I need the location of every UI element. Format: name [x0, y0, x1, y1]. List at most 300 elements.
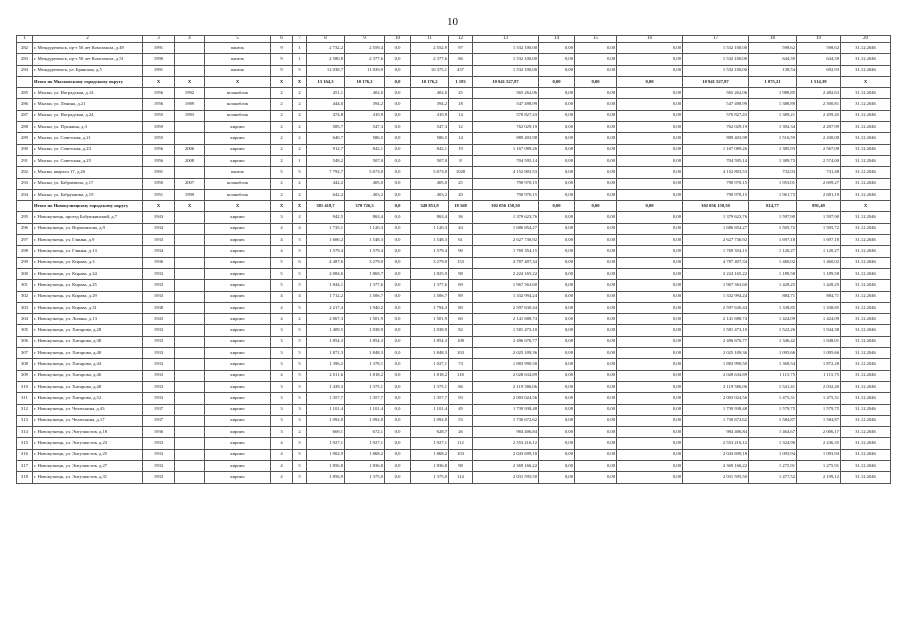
table-cell: 36: [449, 212, 473, 223]
table-cell: 10 375,1: [411, 65, 449, 76]
table-cell: 0,00: [575, 359, 617, 370]
table-cell: 303: [17, 302, 33, 313]
table-cell: 0,00: [539, 370, 575, 381]
table-cell: 402,0: [345, 88, 385, 99]
page-number: 10: [447, 16, 458, 28]
table-cell: 0,00: [575, 257, 617, 268]
table-cell: 0,0: [385, 155, 411, 166]
table-cell: 442,2: [307, 178, 345, 189]
table-cell: 2: [293, 314, 307, 325]
table-cell: 0,00: [575, 381, 617, 392]
table-cell: 0,0: [385, 370, 411, 381]
table-cell: 31.12.2046: [841, 348, 891, 359]
table-cell: 1 357,7: [307, 393, 345, 404]
table-cell: 0,0: [385, 88, 411, 99]
table-cell: 31.12.2046: [841, 325, 891, 336]
table-cell: 3: [271, 348, 293, 359]
table-cell: 4: [271, 314, 293, 325]
table-cell: 1933: [143, 393, 175, 404]
table-cell: 3 279,0: [411, 257, 449, 268]
table-cell: 0,00: [575, 393, 617, 404]
table-cell: 89: [449, 291, 473, 302]
table-cell: 1 275,91: [749, 460, 797, 471]
table-cell: 1 581 473,10: [473, 325, 539, 336]
table-cell: 547 498,99: [473, 99, 539, 110]
table-cell: 1 869,7: [345, 268, 385, 279]
table-cell: 814,77: [749, 201, 797, 212]
table-cell: 311: [17, 393, 33, 404]
table-cell: 0,00: [575, 223, 617, 234]
table-cell: 3 279,0: [345, 257, 385, 268]
table-cell: 4 787 407,34: [683, 257, 749, 268]
table-cell: 1 856,9: [307, 472, 345, 483]
table-cell: [175, 427, 205, 438]
table-cell: 0,00: [617, 133, 683, 144]
table-row: [17, 133, 891, 144]
table-cell: 1 409,5: [307, 325, 345, 336]
table-cell: 1 428,25: [797, 280, 841, 291]
table-cell: 5: [293, 280, 307, 291]
table-cell: 5 673,0: [411, 167, 449, 178]
table-cell: 1 477,52: [749, 472, 797, 483]
table-cell: 5: [293, 348, 307, 359]
table-cell: 1 357,7: [345, 393, 385, 404]
table-cell: 1 697,18: [797, 235, 841, 246]
table-cell: 2 567,08: [797, 144, 841, 155]
table-cell: 1 769 354,15: [473, 246, 539, 257]
table-cell: 14: [449, 110, 473, 121]
table-row: [17, 178, 891, 189]
table-cell: г. Мыски, ул. Советская, д.23: [33, 144, 143, 155]
table-row: [17, 291, 891, 302]
table-cell: кирпич: [205, 393, 271, 404]
table-cell: [175, 235, 205, 246]
table-cell: 0,00: [617, 122, 683, 133]
table-cell: 31.12.2046: [841, 427, 891, 438]
table-cell: 1 532 100,00: [473, 54, 539, 65]
table-cell: 0,00: [575, 325, 617, 336]
table-cell: г. Новокузнецк, ул. Кирова, д.31: [33, 302, 143, 313]
table-cell: 31.12.2046: [841, 246, 891, 257]
table-cell: 0,0: [385, 314, 411, 325]
table-cell: X: [205, 201, 271, 212]
table-cell: X: [271, 201, 293, 212]
table-cell: 0,0: [385, 449, 411, 460]
table-cell: 410,9: [411, 110, 449, 121]
table-cell: 0,00: [617, 427, 683, 438]
table-cell: 1 460,02: [749, 257, 797, 268]
table-cell: 2 627 736,92: [473, 235, 539, 246]
table-cell: 5: [293, 268, 307, 279]
table-cell: 69: [449, 280, 473, 291]
table-cell: 0,0: [385, 235, 411, 246]
table-cell: 0,00: [575, 99, 617, 110]
table-cell: 0,00: [575, 280, 617, 291]
table-cell: кирпич: [205, 155, 271, 166]
table-cell: 2 552,9: [411, 43, 449, 54]
table-row: [17, 189, 891, 200]
table-cell: г. Новокузнецк, ул. Хитарова, д.28: [33, 325, 143, 336]
table-cell: 402,0: [411, 88, 449, 99]
table-cell: 1936: [143, 427, 175, 438]
table-row: [17, 404, 891, 415]
table-cell: 507,0: [345, 155, 385, 166]
table-cell: 2 597 630,44: [473, 302, 539, 313]
table-cell: 405,0: [411, 178, 449, 189]
table-cell: 0,00: [617, 393, 683, 404]
table-cell: 762 029,19: [683, 122, 749, 133]
table-cell: 1 332 994,24: [683, 291, 749, 302]
table-cell: 2 011,6: [307, 370, 345, 381]
table-cell: 31.12.2046: [841, 155, 891, 166]
table-cell: 138,54: [749, 65, 797, 76]
total-row: [17, 76, 891, 87]
table-cell: 0,00: [539, 460, 575, 471]
table-cell: 19: [449, 144, 473, 155]
table-cell: 0,00: [575, 472, 617, 483]
table-cell: 2 681,19: [797, 189, 841, 200]
table-row: [17, 325, 891, 336]
table-cell: 2: [271, 133, 293, 144]
table-cell: 0,00: [575, 167, 617, 178]
table-cell: 2 377,6: [345, 54, 385, 65]
table-cell: 732,03: [749, 167, 797, 178]
table-cell: 0,00: [539, 235, 575, 246]
table-cell: 2 067,3: [307, 314, 345, 325]
table-cell: 5: [293, 336, 307, 347]
table-cell: 2 553 216,12: [683, 438, 749, 449]
table-cell: 1 377,6: [411, 280, 449, 291]
table-cell: 318: [17, 472, 33, 483]
column-header: 11: [411, 36, 449, 43]
table-cell: кирпич: [205, 212, 271, 223]
table-cell: 1 093,94: [749, 449, 797, 460]
table-cell: 8: [449, 155, 473, 166]
table-cell: панель: [205, 54, 271, 65]
table-cell: 1 095,66: [749, 348, 797, 359]
table-cell: 644,39: [797, 54, 841, 65]
table-cell: кирпич: [205, 472, 271, 483]
table-cell: 0,00: [539, 280, 575, 291]
table-row: [17, 65, 891, 76]
table-cell: 863,4: [345, 212, 385, 223]
table-cell: 3: [271, 381, 293, 392]
table-cell: 0,00: [617, 235, 683, 246]
table-cell: 86: [449, 54, 473, 65]
table-cell: 1 818,2: [411, 370, 449, 381]
table-cell: 1933: [143, 449, 175, 460]
table-cell: панель: [205, 65, 271, 76]
table-cell: 1950: [143, 178, 175, 189]
table-cell: 114: [449, 472, 473, 483]
header-row: [17, 36, 891, 43]
table-cell: 644,39: [749, 54, 797, 65]
table-cell: 2 207,99: [797, 122, 841, 133]
table-cell: 1 338,85: [797, 302, 841, 313]
table-cell: 1937: [143, 404, 175, 415]
table-row: [17, 155, 891, 166]
table-cell: 31.12.2046: [841, 370, 891, 381]
table-cell: 1991: [143, 43, 175, 54]
table-cell: X: [293, 76, 307, 87]
table-cell: 2 141 688,74: [473, 314, 539, 325]
table-cell: 0,00: [539, 54, 575, 65]
table-cell: 0,00: [539, 133, 575, 144]
table-cell: X: [143, 201, 175, 212]
table-cell: 307: [17, 348, 33, 359]
table-cell: 2 597 630,44: [683, 302, 749, 313]
table-cell: 2: [293, 427, 307, 438]
table-cell: кирпич: [205, 370, 271, 381]
table-cell: 741,48: [797, 167, 841, 178]
table-cell: кирпич: [205, 381, 271, 392]
table-cell: 891,49: [797, 201, 841, 212]
table-cell: г. Мыски, ул. Советская, д.21: [33, 133, 143, 144]
table-cell: 1 579,4: [345, 246, 385, 257]
table-cell: 0,0: [385, 336, 411, 347]
table-cell: 0,00: [575, 246, 617, 257]
table-cell: 2 224 165,22: [473, 268, 539, 279]
table-cell: 2 236,35: [797, 438, 841, 449]
table-cell: 0,00: [575, 54, 617, 65]
table-cell: 1 532 100,00: [473, 65, 539, 76]
table-cell: 1 856,8: [307, 460, 345, 471]
table-cell: 2: [293, 122, 307, 133]
table-row: [17, 302, 891, 313]
table-cell: 0,00: [575, 178, 617, 189]
table-cell: г. Новокузнецк, ул. Кирова, д.29: [33, 291, 143, 302]
table-cell: 1992: [175, 88, 205, 99]
table-row: [17, 438, 891, 449]
table-cell: 2 084,6: [307, 268, 345, 279]
table-cell: 5: [293, 438, 307, 449]
table-cell: [175, 65, 205, 76]
table-cell: 2: [293, 178, 307, 189]
table-cell: 1 183: [449, 76, 473, 87]
table-cell: 0,00: [617, 415, 683, 426]
table-cell: 0,00: [539, 246, 575, 257]
table-cell: 1990: [143, 54, 175, 65]
table-cell: 0,00: [539, 257, 575, 268]
table-cell: 1 506,7: [411, 291, 449, 302]
table-cell: кирпич: [205, 314, 271, 325]
table-cell: 598,62: [749, 43, 797, 54]
table-cell: 762 029,19: [473, 122, 539, 133]
table-cell: 1 275,91: [797, 460, 841, 471]
table-cell: кирпич: [205, 133, 271, 144]
table-cell: г. Мыски, ул. Пушкина, д.3: [33, 122, 143, 133]
table-cell: 704 595,14: [473, 155, 539, 166]
column-header: 10: [385, 36, 411, 43]
column-header: 14: [539, 36, 575, 43]
column-header: 18: [749, 36, 797, 43]
table-cell: 61: [449, 235, 473, 246]
table-cell: 0,00: [575, 348, 617, 359]
table-cell: 2 031 595,50: [473, 472, 539, 483]
table-cell: 2 025 109,36: [683, 348, 749, 359]
table-cell: 5: [293, 65, 307, 76]
table-cell: 1 606,2: [307, 235, 345, 246]
table-cell: 0,00: [539, 65, 575, 76]
table-cell: 1933: [143, 336, 175, 347]
table-cell: 6: [293, 257, 307, 268]
table-cell: 0,00: [617, 291, 683, 302]
table-cell: 2 043 699,18: [683, 449, 749, 460]
table-cell: 1 424,09: [749, 314, 797, 325]
table-cell: 314: [17, 427, 33, 438]
table-cell: 0,0: [385, 246, 411, 257]
table-cell: 1 428,25: [749, 280, 797, 291]
table-cell: 4: [271, 291, 293, 302]
table-row: [17, 268, 891, 279]
table-cell: 4: [271, 449, 293, 460]
table-cell: 1 120,27: [797, 246, 841, 257]
table-cell: кирпич: [205, 449, 271, 460]
table-cell: 570 827,43: [683, 110, 749, 121]
table-cell: 0,0: [385, 325, 411, 336]
table-cell: 0,00: [617, 280, 683, 291]
table-row: [17, 393, 891, 404]
table-cell: 0,00: [539, 336, 575, 347]
table-cell: 4: [271, 370, 293, 381]
table-cell: 1 324,90: [749, 438, 797, 449]
table-cell: 1 332 994,24: [473, 291, 539, 302]
table-cell: 2 028 634,89: [473, 370, 539, 381]
table-cell: 31.12.2046: [841, 144, 891, 155]
table-cell: кирпич: [205, 325, 271, 336]
table-cell: 103: [449, 348, 473, 359]
table-cell: 410,9: [345, 110, 385, 121]
table-cell: 1 868,2: [411, 449, 449, 460]
table-cell: 1 439,3: [307, 381, 345, 392]
table-cell: г. Мыски, ул. Бабраевича, д.17: [33, 178, 143, 189]
table-cell: 1959: [143, 122, 175, 133]
table-cell: 1933: [143, 472, 175, 483]
table-cell: 0,00: [617, 178, 683, 189]
table-cell: 0,00: [617, 257, 683, 268]
table-cell: 5 673,0: [345, 167, 385, 178]
table-cell: 2: [271, 155, 293, 166]
table-cell: 4: [271, 302, 293, 313]
table-cell: 1933: [143, 438, 175, 449]
table-cell: 0,00: [539, 88, 575, 99]
table-cell: 0,00: [575, 133, 617, 144]
table-cell: 0,00: [617, 65, 683, 76]
table-cell: 5: [293, 167, 307, 178]
table-cell: г. Новокузнецк, ул. Кирова, д.3: [33, 257, 143, 268]
table-cell: 1951: [143, 189, 175, 200]
table-cell: 0,00: [617, 43, 683, 54]
table-cell: кирпич: [205, 246, 271, 257]
table-cell: 4 152 803,53: [683, 167, 749, 178]
table-cell: 297: [17, 235, 33, 246]
table-cell: 31.12.2046: [841, 415, 891, 426]
table-cell: г. Новокузнецк, ул. Энтузиастов, д.18: [33, 427, 143, 438]
table-cell: 1 092,0: [345, 415, 385, 426]
table-row: [17, 314, 891, 325]
table-cell: 1 548,3: [411, 235, 449, 246]
table-cell: [175, 257, 205, 268]
table-cell: 0,00: [617, 246, 683, 257]
table-cell: 53: [449, 415, 473, 426]
table-cell: 3: [271, 393, 293, 404]
table-cell: 1 868,2: [345, 449, 385, 460]
table-cell: 0,0: [385, 167, 411, 178]
table-cell: 0,00: [617, 201, 683, 212]
table-cell: 884,71: [797, 291, 841, 302]
table-cell: 1 357,7: [411, 393, 449, 404]
table-cell: 0,00: [617, 110, 683, 121]
table-cell: 299: [17, 257, 33, 268]
table-cell: 0,00: [575, 43, 617, 54]
table-cell: 0,0: [385, 359, 411, 370]
column-header: 6: [271, 36, 293, 43]
table-cell: 3: [271, 415, 293, 426]
table-cell: 0,0: [385, 257, 411, 268]
table-cell: 3: [271, 359, 293, 370]
table-cell: 1 120,3: [411, 223, 449, 234]
table-cell: 2: [293, 88, 307, 99]
table-cell: г. Новокузнецк, ул. Кирова, д.24: [33, 268, 143, 279]
table-cell: 1 541,41: [749, 381, 797, 392]
table-cell: 2 217,4: [307, 302, 345, 313]
table-cell: 1 854,3: [307, 336, 345, 347]
table-cell: 1933: [143, 460, 175, 471]
table-cell: X: [143, 76, 175, 87]
table-cell: 31.12.2046: [841, 268, 891, 279]
table-cell: 1 686 854,27: [683, 223, 749, 234]
table-cell: 4: [293, 223, 307, 234]
table-cell: 1 818,2: [345, 370, 385, 381]
table-cell: 31.12.2046: [841, 178, 891, 189]
table-cell: 1 379 623,76: [683, 212, 749, 223]
table-cell: 790 970,15: [683, 189, 749, 200]
table-cell: 0,0: [385, 43, 411, 54]
table-cell: 0,00: [617, 155, 683, 166]
table-cell: 1 584,87: [749, 415, 797, 426]
table-cell: 1: [293, 54, 307, 65]
table-cell: 5: [293, 246, 307, 257]
table-cell: 1 961,73: [749, 189, 797, 200]
table-cell: шлакоблок: [205, 178, 271, 189]
table-row: [17, 110, 891, 121]
table-cell: 0,00: [575, 88, 617, 99]
table-cell: 31.12.2046: [841, 54, 891, 65]
table-cell: 1 532 100,00: [683, 65, 749, 76]
table-cell: 2 199,12: [797, 472, 841, 483]
table-cell: 1 377,6: [345, 280, 385, 291]
table-cell: кирпич: [205, 302, 271, 313]
table-cell: 0,00: [575, 122, 617, 133]
table-cell: 2: [293, 110, 307, 121]
table-cell: 1 375,0: [411, 472, 449, 483]
table-cell: 1933: [143, 268, 175, 279]
table-cell: 4 787 407,34: [473, 257, 539, 268]
table-cell: [175, 449, 205, 460]
table-cell: 306: [17, 336, 33, 347]
table-cell: шлакоблок: [205, 88, 271, 99]
table-cell: 2 028 634,89: [683, 370, 749, 381]
table-cell: 1 101,4: [307, 404, 345, 415]
table-cell: панель: [205, 43, 271, 54]
table-cell: 1 967 563,60: [473, 280, 539, 291]
table-cell: 86: [449, 381, 473, 392]
table-cell: 0,0: [385, 201, 411, 212]
table-cell: 1 686 854,27: [473, 223, 539, 234]
table-cell: [175, 472, 205, 483]
table-cell: кирпич: [205, 291, 271, 302]
table-cell: 1933: [143, 348, 175, 359]
